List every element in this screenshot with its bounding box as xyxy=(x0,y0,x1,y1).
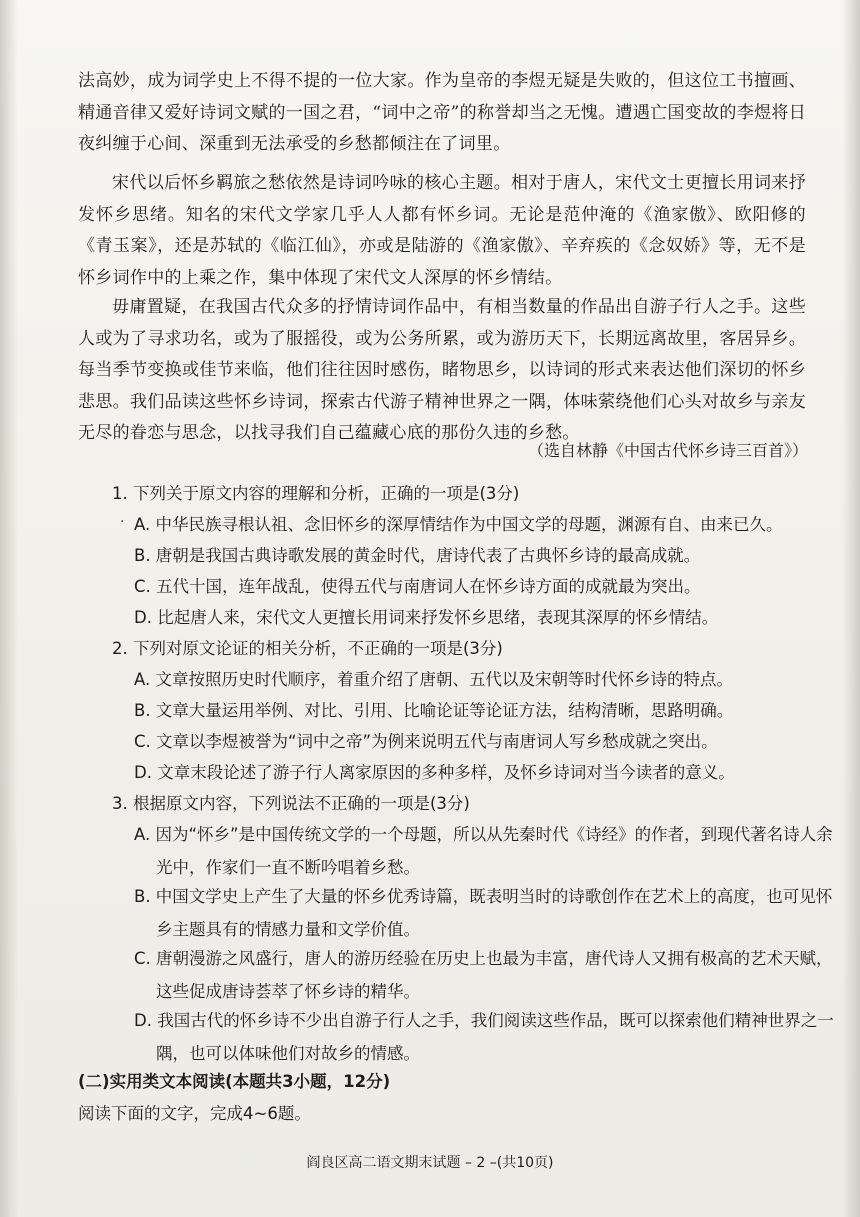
question-3-option-b: B. 中国文学史上产生了大量的怀乡优秀诗篇，既表明当时的诗歌创作在艺术上的高度，也可见怀乡主题具有的情感力量和文学价值。 xyxy=(134,887,833,939)
page-edge-shadow-left xyxy=(0,0,18,1217)
question-3-option-c: C. 唐朝漫游之风盛行，唐人的游历经验在历史上也最为丰富，唐代诗人又拥有极高的艺术天赋，这些促成唐诗荟萃了怀乡诗的精华。 xyxy=(134,949,833,1001)
question-3-stem: 3. 根据原文内容，下列说法不正确的一项是(3分) xyxy=(112,794,470,813)
passage-paragraph-3: 毋庸置疑，在我国古代众多的抒情诗词作品中，有相当数量的作品出自游子行人之手。这些人或为了寻求功名，或为了服摇役，或为公务所累，或为游历天下，长期远离故里，客居异乡。每当季节变换或佳节来临，他们往往因时感伤，睹物思乡，以诗词的形式来表达他们深切的怀乡悲思。我们品读这些怀乡诗词，探索古代游子精神世界之一隅，体味萦绕他们心头对故乡与亲友无尽的眷恋与思念，以找寻我们自己蕴藏心底的那份久违的乡愁。 xyxy=(78,297,806,443)
passage-paragraph-1: 法高妙，成为词学史上不得不提的一位大家。作为皇帝的李煜无疑是失败的，但这位工书擅画、精通音律又爱好诗词文赋的一国之君，“词中之帝”的称誉却当之无愧。遭遇亡国变故的李煜将日夜纠缠于心间、深重到无法承受的乡愁都倾注在了词里。 xyxy=(78,71,806,154)
question-2-option-c: C. 文章以李煜被誉为“词中之帝”为例来说明五代与南唐词人写乡愁成就之突出。 xyxy=(134,732,718,751)
section-instruction: 阅读下面的文字，完成4~6题。 xyxy=(78,1104,311,1123)
pen-mark-icon: · xyxy=(120,514,125,530)
page-footer: 阎良区高二语文期末试题 – 2 –(共10页) xyxy=(306,1155,554,1171)
question-1-option-d: D. 比起唐人来，宋代文人更擅长用词来抒发怀乡思绪，表现其深厚的怀乡情结。 xyxy=(134,608,719,627)
question-2-option-a: A. 文章按照历史时代顺序，着重介绍了唐朝、五代以及宋朝等时代怀乡诗的特点。 xyxy=(134,670,733,689)
question-2-stem: 2. 下列对原文论证的相关分析，不正确的一项是(3分) xyxy=(112,639,503,658)
question-1-stem: 1. 下列关于原文内容的理解和分析，正确的一项是(3分) xyxy=(112,484,520,503)
section-heading: (二)实用类文本阅读(本题共3小题，12分) xyxy=(78,1072,391,1091)
question-2-option-b: B. 文章大量运用举例、对比、引用、比喻论证等论证方法，结构清晰，思路明确。 xyxy=(134,701,734,720)
passage-source: （选自林静《中国古代怀乡诗三百首》） xyxy=(527,441,808,460)
question-1-option-c: C. 五代十国，连年战乱，使得五代与南唐词人在怀乡诗方面的成就最为突出。 xyxy=(134,577,701,596)
passage-paragraph-2: 宋代以后怀乡羁旅之愁依然是诗词吟咏的核心主题。相对于唐人，宋代文士更擅长用词来抒发怀乡思绪。知名的宋代文学家几乎人人都有怀乡词。无论是范仲淹的《渔家傲》、欧阳修的《青玉案》，还是苏轼的《临江仙》，亦或是陆游的《渔家傲》、辛弃疾的《念奴娇》等，无不是怀乡词作中的上乘之作，集中体现了宋代文人深厚的怀乡情结。 xyxy=(78,173,806,288)
question-1-option-a: A. 中华民族寻根认祖、念旧怀乡的深厚情结作为中国文学的母题，渊源有自、由来已久。 xyxy=(134,515,783,534)
question-2-option-d: D. 文章末段论述了游子行人离家原因的多种多样，及怀乡诗词对当今读者的意义。 xyxy=(134,763,735,782)
question-3-option-d: D. 我国古代的怀乡诗不少出自游子行人之手，我们阅读这些作品，既可以探索他们精神世界之一隅，也可以体味他们对故乡的情感。 xyxy=(134,1011,834,1063)
question-3-option-a: A. 因为“怀乡”是中国传统文学的一个母题，所以从先秦时代《诗经》的作者，到现代著名诗人余光中，作家们一直不断吟唱着乡愁。 xyxy=(134,825,833,877)
question-1-option-b: B. 唐朝是我国古典诗歌发展的黄金时代，唐诗代表了古典怀乡诗的最高成就。 xyxy=(134,546,701,565)
